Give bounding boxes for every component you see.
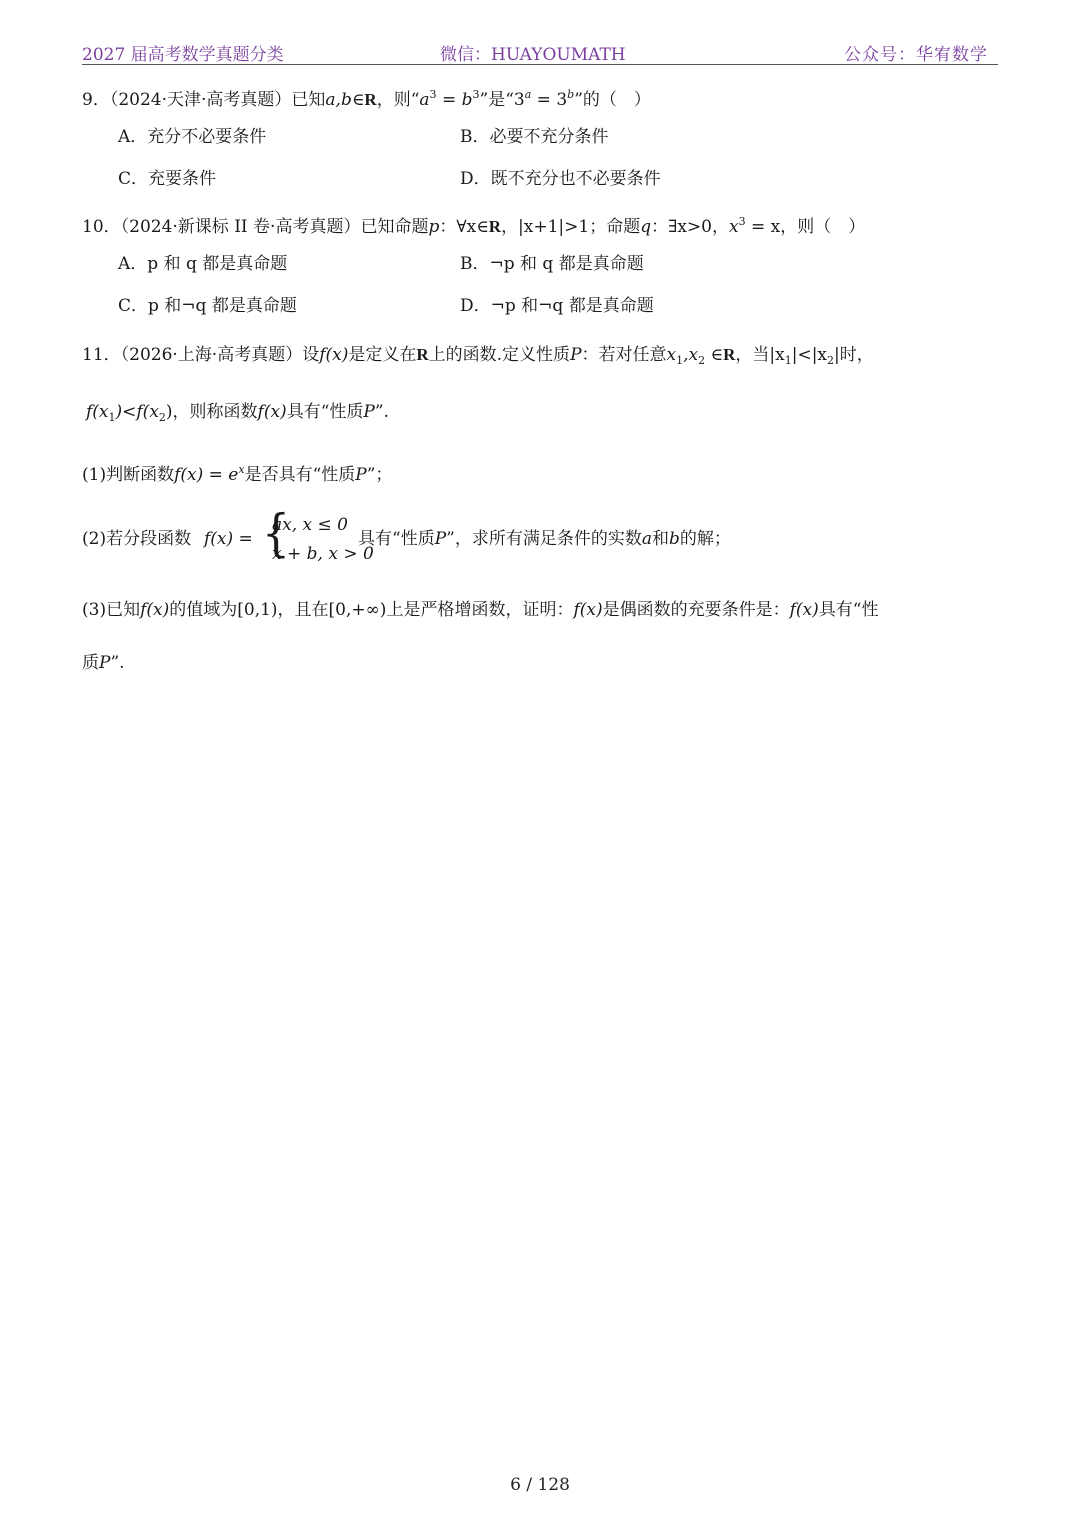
question-10-option-d: D．¬p 和¬q 都是真命题 — [460, 296, 654, 316]
question-11-stem-line-1: 11．（2026·上海·高考真题）设f(x)是定义在R上的函数.定义性质P：若对任意$x_1,x_2$ ∈R，当$|x_1|<|x_2|$时， — [82, 345, 874, 367]
question-9-option-d: D．既不充分也不必要条件 — [460, 169, 661, 189]
piecewise-brace: { — [262, 504, 290, 563]
question-10-option-c: C．p 和¬q 都是真命题 — [118, 296, 297, 316]
question-11-part-3-line-2: 质P”. — [82, 653, 125, 673]
question-9-stem: 9．（2024·天津·高考真题）已知a,b∈R，则“$a^3 = b^3$”是“$3^a = 3^b$”的（ ） — [82, 88, 651, 110]
question-11-part-3-line-1: (3)已知f(x)的值域为[0,1)，且在[0,+∞)上是严格增函数，证明：f(x)是偶函数的充要条件是：f(x)具有“性 — [82, 600, 879, 620]
question-9-option-c: C．充要条件 — [118, 169, 217, 189]
question-11-stem-line-2: $f(x_1)<f(x_2)$，则称函数f(x)具有“性质P”. — [86, 402, 389, 424]
header-account: 公众号：华宥数学 — [844, 45, 988, 65]
page-header — [82, 38, 998, 65]
header-book-title: 2027 届高考数学真题分类 — [82, 45, 284, 65]
question-10-option-a: A．p 和 q 都是真命题 — [118, 254, 288, 274]
question-10-option-b: B．¬p 和 q 都是真命题 — [460, 254, 644, 274]
question-9-option-b: B．必要不充分条件 — [460, 127, 609, 147]
question-9-option-a: A．充分不必要条件 — [118, 127, 267, 147]
question-10-stem: 10．（2024·新课标 II 卷·高考真题）已知命题p：∀x∈R，|x+1|>1；命题q：∃x>0，$x^3 = x$，则（ ） — [82, 215, 866, 237]
question-11-part-1: (1)判断函数$f(x) = e^x$是否具有“性质P”； — [82, 463, 393, 485]
header-wechat: 微信：HUAYOUMATH — [440, 45, 626, 65]
page-number: 6 / 128 — [510, 1475, 570, 1495]
